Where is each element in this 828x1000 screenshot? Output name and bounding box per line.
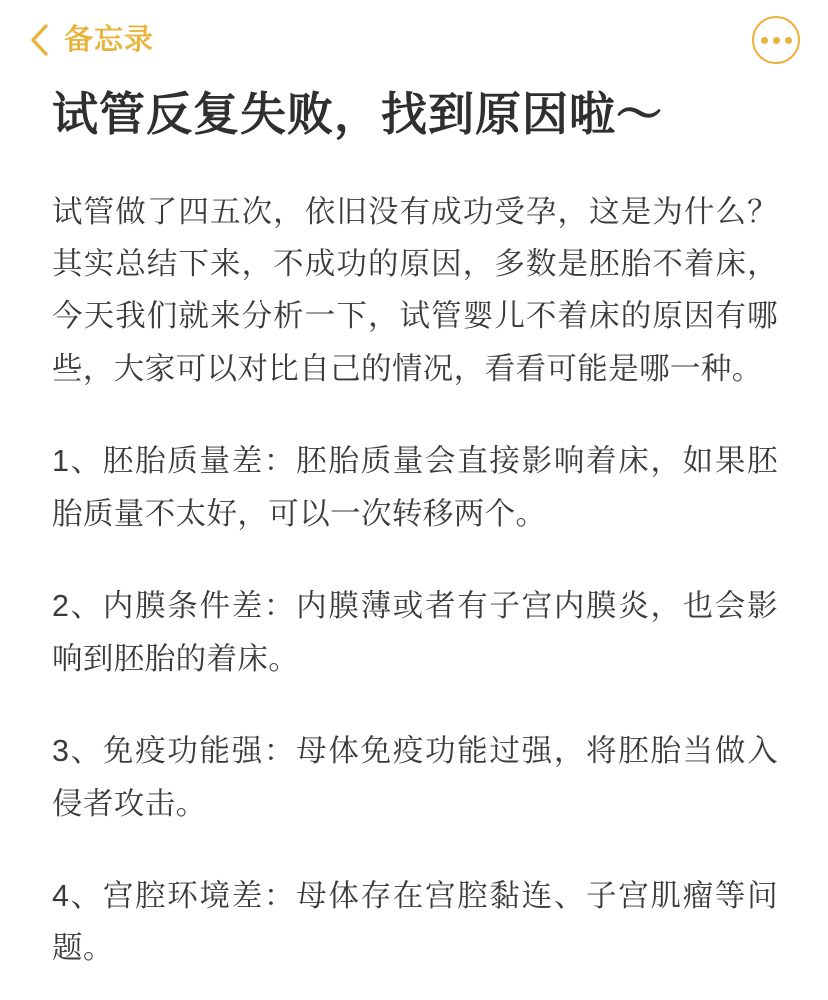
more-dots-icon[interactable]	[752, 16, 800, 64]
note-paragraph-reason-2: 2、内膜条件差：内膜薄或者有子宫内膜炎，也会影响到胚胎的着床。	[52, 589, 778, 676]
back-to-notes-button[interactable]	[28, 23, 154, 57]
note-paragraph-reason-1: 1、胚胎质量差：胚胎质量会直接影响着床，如果胚胎质量不太好，可以一次转移两个。	[52, 444, 778, 531]
app-title: 备忘录	[64, 23, 155, 56]
note-content	[0, 86, 828, 975]
note-title: 试管反复失败，找到原因啦～	[52, 88, 663, 140]
note-paragraph-reason-4: 4、宫腔环境差：母体存在宫腔黏连、子宫肌瘤等问题。	[52, 879, 778, 966]
chevron-left-icon[interactable]	[28, 23, 50, 57]
more-dot-1	[761, 37, 768, 44]
more-dot-2	[773, 37, 780, 44]
top-navigation-bar	[0, 0, 828, 80]
note-paragraph-intro: 试管做了四五次，依旧没有成功受孕，这是为什么？其实总结下来，不成功的原因，多数是胚胎不着床，今天我们就来分析一下，试管婴儿不着床的原因有哪些，大家可以对比自己的情况，看看可能是哪一种。	[52, 194, 778, 386]
note-paragraph-reason-3: 3、免疫功能强：母体免疫功能过强，将胚胎当做入侵者攻击。	[52, 734, 778, 821]
more-dot-3	[785, 37, 792, 44]
